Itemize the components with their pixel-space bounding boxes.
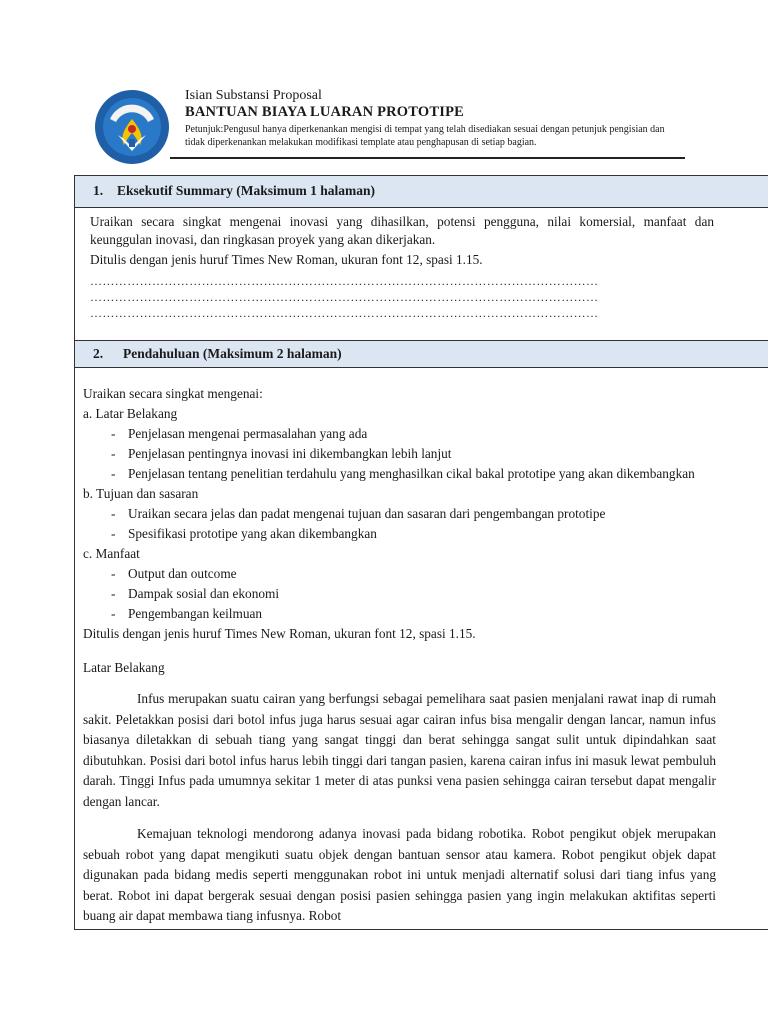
list-item: - Dampak sosial dan ekonomi (83, 585, 716, 603)
paragraph-1: Infus merupakan suatu cairan yang berfungsi sebagai pemelihara saat pasien menjalani rawat inap di rumah sakit. Peletakkan posisi dari botol infus juga harus sesuai agar cairan infus bisa mengalir dengan lancar, namun infus biasanya diletakkan di sebuah tiang yang sangat tinggi dan berat sehingga sangat sulit untuk dipindahkan saat dibutuhkan. Posisi dari botol infus harus lebih tinggi dari tangan pasien, karena cairan infus ini masuk lewat pembuluh darah. Tinggi Infus pada umumnya sekitar 1 meter di atas punksi vena pasien sehingga cairan tersebut dapat mengalir dengan lancar. (83, 691, 716, 809)
section-1-instruction: Uraikan secara singkat mengenai inovasi yang dihasilkan, potensi pengguna, nilai komersial, manfaat dan keunggulan inovasi, dan ringkasan proyek yang akan dikerjakan. (90, 214, 714, 247)
section-1-dotted-line: …………………………………………………………………………………………………………… (90, 290, 599, 304)
list-a (83, 425, 716, 483)
section-2-font-note: Ditulis dengan jenis huruf Times New Roman, ukuran font 12, spasi 1.15. (83, 626, 476, 641)
section-1-title: Eksekutif Summary (Maksimum 1 halaman) (117, 183, 376, 198)
section-2-intro: Uraikan secara singkat mengenai: (83, 386, 263, 401)
section-1-header (75, 176, 768, 208)
list-c (83, 565, 716, 623)
section-2-number: 2. (93, 346, 104, 361)
list-label-a: a. Latar Belakang (83, 406, 178, 421)
list-item: - Penjelasan pentingnya inovasi ini dikembangkan lebih lanjut (83, 445, 716, 463)
list-item: - Uraikan secara jelas dan padat mengenai tujuan dan sasaran dari pengembangan prototipe (83, 505, 716, 523)
list-item: - Spesifikasi prototipe yang akan dikembangkan (83, 525, 716, 543)
list-item: - Pengembangan keilmuan (83, 605, 716, 623)
section-1-number: 1. (93, 183, 104, 198)
header-divider (170, 157, 685, 159)
section-2-content (83, 385, 716, 927)
list-label-c: c. Manfaat (83, 546, 140, 561)
section-2-header (75, 341, 768, 368)
list-item: - Output dan outcome (83, 565, 716, 583)
section-1-dotted-line: …………………………………………………………………………………………………………… (90, 306, 599, 320)
document-subtitle: Isian Substansi Proposal (185, 88, 322, 103)
instruction-note: Petunjuk:Pengusul hanya diperkenankan mengisi di tempat yang telah disediakan sesuai dengan petunjuk pengisian dan tidak diperkenankan melakukan modifikasi template atau penghapusan di setiap bagian. (185, 124, 665, 148)
list-item: - Penjelasan mengenai permasalahan yang ada (83, 425, 716, 443)
list-b (83, 505, 716, 543)
section-2-box (74, 340, 768, 930)
section-1-font-note: Ditulis dengan jenis huruf Times New Roman, ukuran font 12, spasi 1.15. (90, 252, 483, 267)
tut-wuri-handayani-logo (94, 89, 170, 165)
list-item: - Penjelasan tentang penelitian terdahulu yang menghasilkan cikal bakal prototipe yang akan dikembangkan (83, 465, 716, 483)
paragraph-2: Kemajuan teknologi mendorong adanya inovasi pada bidang robotika. Robot pengikut objek merupakan sebuah robot yang dapat mengikuti suatu objek dengan bantuan sensor atau kamera. Robot pengikut objek dapat digunakan pada bidang medis seperti menggunakan robot ini untuk menjadi alternatif solusi dari tiang infus yang berat. Robot ini dapat bergerak sesuai dengan posisi pasien sehingga pasien yang ingin melakukan aktifitas seperti buang air dapat membawa tiang infusnya. Robot (83, 826, 716, 923)
section-2-title: Pendahuluan (Maksimum 2 halaman) (123, 346, 342, 361)
section-1-dotted-line: …………………………………………………………………………………………………………… (90, 274, 599, 288)
section-1-box (74, 175, 768, 341)
list-label-b: b. Tujuan dan sasaran (83, 486, 199, 501)
document-title: BANTUAN BIAYA LUARAN PROTOTIPE (185, 104, 465, 120)
latar-belakang-heading: Latar Belakang (83, 660, 165, 675)
